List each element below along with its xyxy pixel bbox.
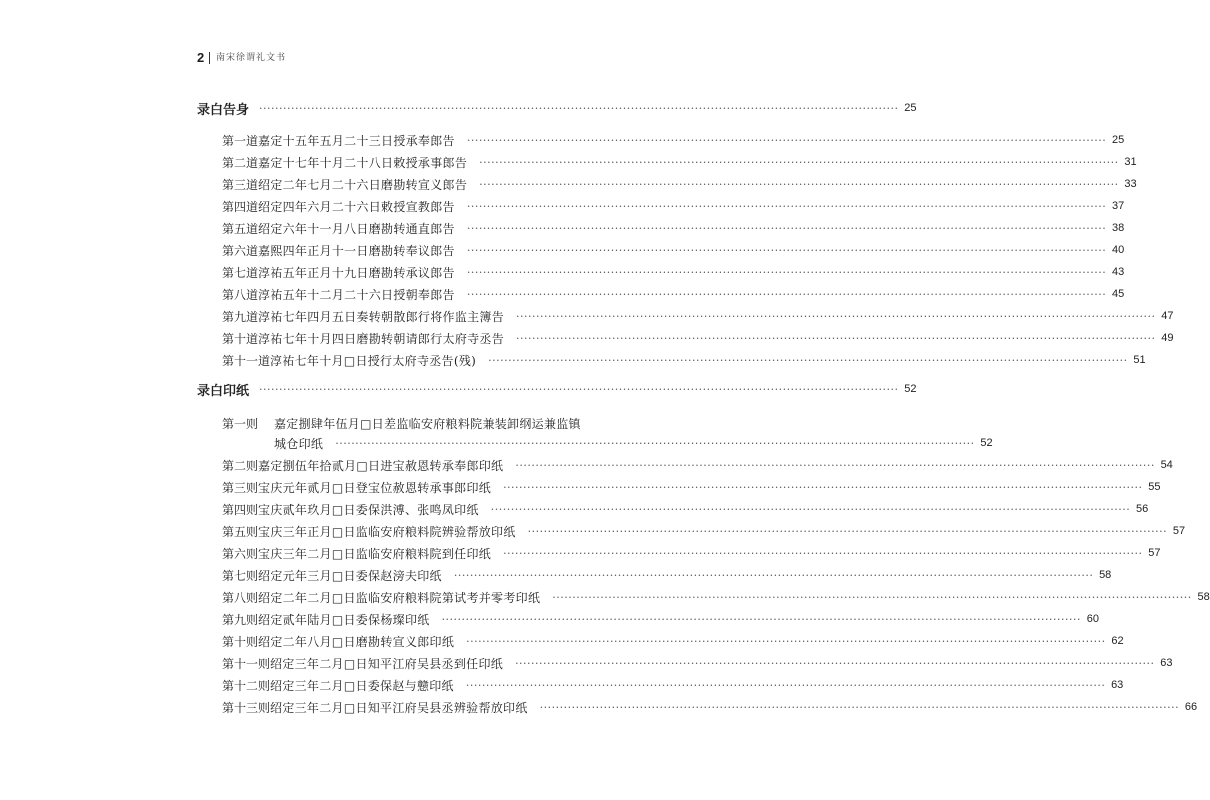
leader-dots: ································································································································································: [552, 590, 1192, 604]
leader-dots: ································································································································································: [335, 436, 975, 450]
section-title: 录白告身: [197, 102, 250, 118]
leader-dots: ································································································································································: [515, 458, 1155, 472]
entry-label: 第六则: [222, 546, 259, 561]
toc-section-heading: [197, 98, 917, 118]
entry-title: 绍定二年七月二十六日磨勘转宣义郎告: [258, 177, 468, 192]
toc-entry: [222, 152, 1137, 172]
section-title: 录白印纸: [197, 383, 250, 399]
leader-dots: ································································································································································: [479, 177, 1119, 191]
entry-title: 宝庆元年贰月□日登宝位赦恩转承事郎印纸: [258, 480, 492, 495]
entry-page: 55: [1148, 481, 1161, 493]
entry-label: 第十三则: [222, 700, 271, 715]
toc-entry: [222, 196, 1125, 216]
toc-entry-continuation: [274, 433, 993, 453]
entry-page: 40: [1112, 244, 1125, 256]
entry-title: 嘉熙四年正月十一日磨勘转奉议郎告: [258, 243, 455, 258]
entry-title: 淳祐五年十二月二十六日授朝奉郎告: [258, 287, 455, 302]
toc-entry: [222, 174, 1137, 194]
entry-label: 第四则: [222, 502, 259, 517]
entry-label: 第五道: [222, 221, 259, 236]
running-header: [197, 49, 617, 67]
entry-label: 第十则: [222, 634, 259, 649]
entry-page: 52: [980, 437, 993, 449]
leader-dots: ································································································································································: [259, 101, 899, 115]
entry-label: 第八道: [222, 287, 259, 302]
toc-entry: [222, 675, 1124, 695]
entry-label: 第八则: [222, 590, 259, 605]
leader-dots: ································································································································································: [488, 353, 1128, 367]
entry-page: 38: [1112, 222, 1125, 234]
leader-dots: ································································································································································: [515, 656, 1155, 670]
entry-title: 宝庆三年正月□日监临安府粮料院辨验帮放印纸: [258, 524, 516, 539]
entry-title: 绍定二年八月□日磨勘转宣义郎印纸: [258, 634, 455, 649]
book-title: 南宋徐谓礼文书: [216, 53, 287, 63]
entry-label: 第四道: [222, 199, 259, 214]
toc-entry: [222, 350, 1146, 370]
toc-entry: [222, 631, 1124, 651]
entry-page: 49: [1161, 332, 1174, 344]
entry-title: 嘉定十五年五月二十三日授承奉郎告: [258, 133, 455, 148]
entry-label: 第七则: [222, 568, 259, 583]
entry-title: 淳祐七年十月四日磨勘转朝请郎行太府寺丞告: [258, 331, 505, 346]
toc-entry: [222, 521, 1186, 541]
entry-title: 淳祐七年四月五日奏转朝散郎行将作监主簿告: [258, 309, 505, 324]
header-divider: [209, 52, 210, 64]
toc-entry: [222, 284, 1125, 304]
toc-entry: [222, 262, 1125, 282]
toc-entry: [222, 543, 1161, 563]
entry-label: 第二道: [222, 155, 259, 170]
entry-page: 56: [1135, 503, 1149, 515]
entry-page: 58: [1197, 591, 1210, 603]
entry-title-continuation: 城仓印纸: [274, 436, 324, 451]
leader-dots: ································································································································································: [479, 155, 1119, 169]
entry-label: 第九道: [222, 309, 259, 324]
entry-title: 绍定四年六月二十六日敕授宣教郎告: [258, 199, 455, 214]
entry-title: 淳祐七年十月□日授行太府寺丞告(残): [270, 353, 477, 368]
entry-title: 绍定二年二月□日监临安府粮料院第试考并零考印纸: [258, 590, 541, 605]
entry-title: 嘉定捌肆年伍月□日差监临安府粮料院兼装卸纲运兼监镇: [274, 416, 581, 431]
entry-page: 63: [1160, 657, 1173, 669]
section-page: 25: [904, 102, 917, 114]
leader-dots: ································································································································································: [453, 568, 1094, 582]
entry-label: 第十二则: [222, 678, 271, 693]
entry-page: 63: [1111, 679, 1124, 691]
toc-entry: [222, 499, 1149, 519]
leader-dots: ································································································································································: [465, 678, 1106, 692]
entry-page: 25: [1112, 134, 1125, 146]
entry-title: 宝庆三年二月□日监临安府粮料院到任印纸: [258, 546, 492, 561]
entry-label: 第七道: [222, 265, 259, 280]
leader-dots: ································································································································································: [503, 480, 1143, 494]
entry-page: 57: [1148, 547, 1161, 559]
entry-title: 绍定三年二月□日知平江府吴县丞到任印纸: [270, 656, 504, 671]
entry-label: 第六道: [222, 243, 259, 258]
toc-section-heading: [197, 379, 917, 399]
entry-label: 第二则: [222, 458, 259, 473]
entry-title: 绍定三年二月□日知平江府吴县丞辨验帮放印纸: [270, 700, 528, 715]
leader-dots: ································································································································································: [259, 382, 899, 396]
entry-page: 47: [1161, 310, 1174, 322]
leader-dots: ································································································································································: [466, 265, 1107, 279]
leader-dots: ································································································································································: [466, 287, 1107, 301]
toc-entry: [222, 306, 1174, 326]
entry-label: 第五则: [222, 524, 259, 539]
leader-dots: ································································································································································: [466, 221, 1107, 235]
leader-dots: ································································································································································: [466, 243, 1107, 257]
entry-label: 第一则: [222, 416, 259, 431]
entry-label: 第一道: [222, 133, 259, 148]
toc-entry: [222, 413, 603, 433]
toc-entry: [222, 130, 1125, 150]
entry-page: 54: [1160, 459, 1173, 471]
entry-title: 绍定六年十一月八日磨勘转通直郎告: [258, 221, 455, 236]
entry-page: 45: [1112, 288, 1125, 300]
leader-dots: ································································································································································: [490, 502, 1131, 516]
entry-page: 62: [1111, 635, 1124, 647]
entry-page: 51: [1133, 354, 1146, 366]
entry-title: 绍定元年三月□日委保赵滂夫印纸: [258, 568, 442, 583]
entry-page: 66: [1184, 701, 1198, 713]
entry-label: 第九则: [222, 612, 259, 627]
entry-title: 绍定贰年陆月□日委保杨璨印纸: [258, 612, 430, 627]
entry-label: 第十道: [222, 331, 259, 346]
leader-dots: ································································································································································: [441, 612, 1082, 626]
toc-entry: [222, 587, 1210, 607]
leader-dots: ································································································································································: [516, 331, 1156, 345]
leader-dots: ································································································································································: [516, 309, 1156, 323]
toc-entry: [222, 328, 1174, 348]
leader-dots: ································································································································································: [466, 133, 1107, 147]
toc-entry: [222, 218, 1125, 238]
section-page: 52: [904, 383, 917, 395]
toc-entry: [222, 697, 1198, 717]
entry-page: 33: [1124, 178, 1137, 190]
entry-label: 第十一道: [222, 353, 271, 368]
entry-title: 嘉定捌伍年拾贰月□日进宝赦恩转承奉郎印纸: [258, 458, 504, 473]
entry-page: 31: [1124, 156, 1137, 168]
entry-page: 37: [1112, 200, 1125, 212]
leader-dots: ································································································································································: [503, 546, 1143, 560]
entry-page: 57: [1172, 525, 1186, 537]
entry-title: 绍定三年二月□日委保赵与戆印纸: [270, 678, 454, 693]
entry-title: 嘉定十七年十月二十八日敕授承事郎告: [258, 155, 468, 170]
entry-page: 60: [1086, 613, 1100, 625]
toc-entry: [222, 609, 1100, 629]
toc-entry: [222, 565, 1112, 585]
leader-dots: ································································································································································: [466, 634, 1106, 648]
leader-dots: ································································································································································: [539, 700, 1180, 714]
entry-label: 第十一则: [222, 656, 271, 671]
entry-page: 58: [1099, 569, 1112, 581]
entry-label: 第三则: [222, 480, 259, 495]
toc-entry: [222, 477, 1161, 497]
entry-page: 43: [1112, 266, 1125, 278]
entry-title: 宝庆贰年玖月□日委保洪溥、张鸣凤印纸: [258, 502, 479, 517]
entry-label: 第三道: [222, 177, 259, 192]
toc-entry: [222, 455, 1173, 475]
toc-entry: [222, 653, 1173, 673]
entry-title: 淳祐五年正月十九日磨勘转承议郎告: [258, 265, 455, 280]
page-number: 2: [197, 50, 205, 65]
leader-dots: ································································································································································: [527, 524, 1168, 538]
toc-entry: [222, 240, 1125, 260]
leader-dots: ································································································································································: [466, 199, 1107, 213]
